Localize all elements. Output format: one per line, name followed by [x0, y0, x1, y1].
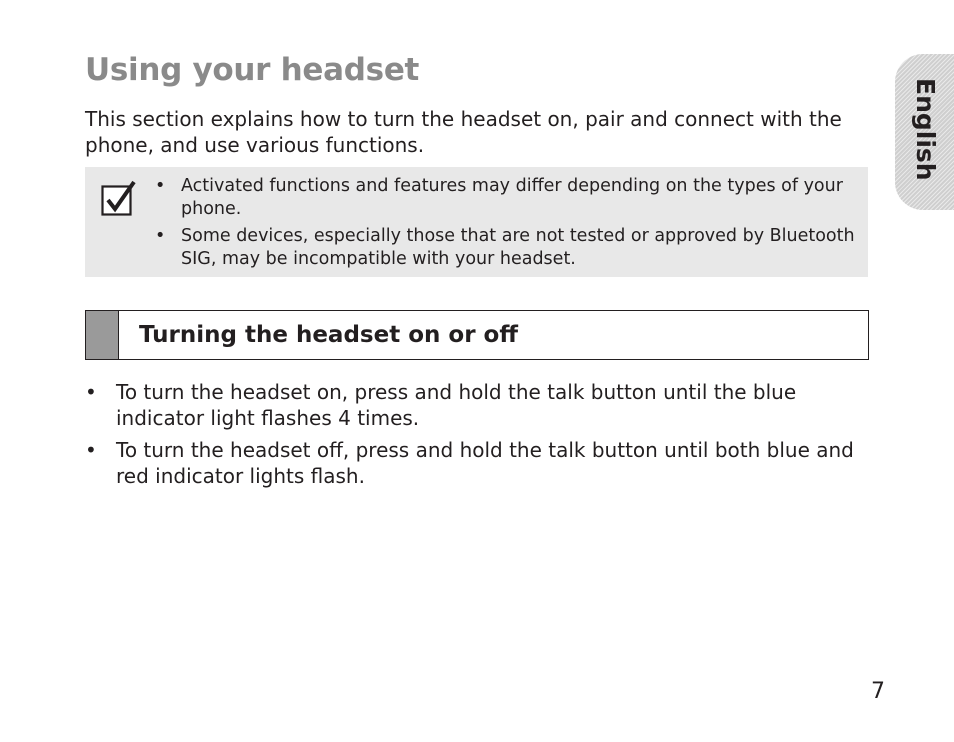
language-tab — [895, 54, 954, 210]
note-item: • Activated functions and features may differ depending on the types of your phone. — [155, 175, 855, 220]
checkbox-icon — [101, 180, 137, 216]
instruction-item: • To turn the headset off, press and hold the talk button until both blue and red indicator lights flash. — [85, 437, 880, 489]
instruction-list — [85, 379, 880, 495]
page-number: 7 — [871, 679, 885, 704]
note-box — [85, 167, 868, 277]
intro-paragraph: This section explains how to turn the headset on, pair and connect with the phone, and use various functions. — [85, 107, 842, 157]
section-header — [85, 310, 869, 360]
section-marker — [86, 311, 119, 359]
language-tab-label: English — [911, 78, 940, 181]
instruction-item: • To turn the headset on, press and hold the talk button until the blue indicator light flashes 4 times. — [85, 379, 880, 431]
note-item: • Some devices, especially those that are not tested or approved by Bluetooth SIG, may be incompatible with your headset. — [155, 225, 855, 270]
page-title: Using your headset — [85, 52, 420, 88]
note-list — [155, 175, 855, 275]
section-title: Turning the headset on or off — [139, 322, 518, 348]
